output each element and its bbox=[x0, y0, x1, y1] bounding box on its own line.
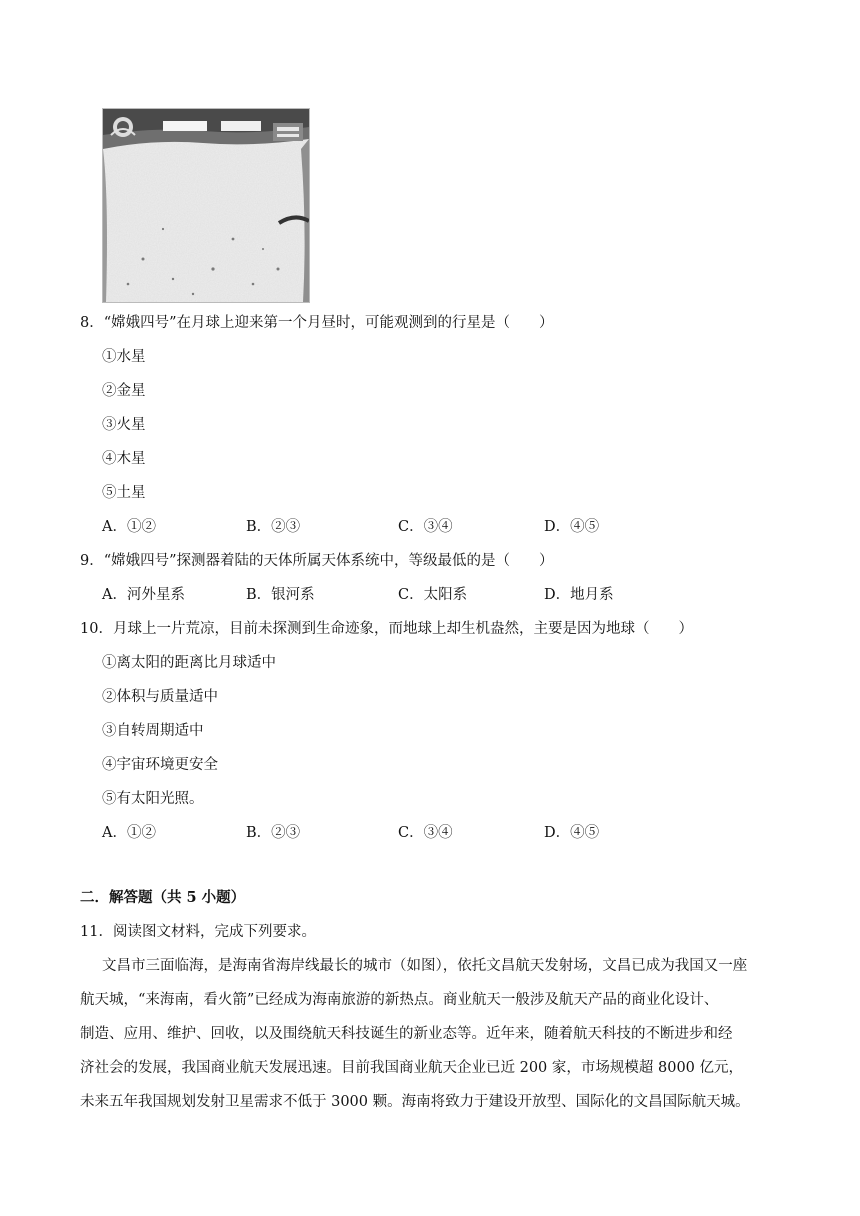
lunar-surface-image bbox=[103, 109, 309, 302]
question-11-paragraph-line-3: 制造、应用、维护、回收，以及围绕航天科技诞生的新业态等。近年来，随着航天科技的不断进步和经 bbox=[80, 1026, 733, 1042]
question-9-option-d: D．地月系 bbox=[544, 587, 614, 603]
question-8-option-d: D．④⑤ bbox=[544, 519, 600, 535]
question-10-item-5: ⑤有太阳光照。 bbox=[102, 791, 204, 807]
question-8-stem: 8．“嫦娥四号”在月球上迎来第一个月昼时，可能观测到的行星是（ ） bbox=[80, 315, 554, 331]
question-10-option-d: D．④⑤ bbox=[544, 825, 600, 841]
question-10-option-a: A．①② bbox=[102, 825, 156, 841]
question-11-paragraph-line-2: 航天城，“来海南，看火箭”已经成为海南旅游的新热点。商业航天一般涉及航天产品的商业化设计、 bbox=[80, 992, 719, 1008]
question-10-option-c: C．③④ bbox=[398, 825, 453, 841]
question-8-item-1: ①水星 bbox=[102, 349, 146, 365]
question-10-option-b: B．②③ bbox=[246, 825, 301, 841]
question-8-option-b: B．②③ bbox=[246, 519, 301, 535]
question-8-option-c: C．③④ bbox=[398, 519, 453, 535]
question-9-option-a: A．河外星系 bbox=[102, 587, 185, 603]
question-8-item-3: ③火星 bbox=[102, 417, 146, 433]
question-11-paragraph-line-1: 文昌市三面临海，是海南省海岸线最长的城市（如图），依托文昌航天发射场，文昌已成为我国又一座 bbox=[102, 958, 748, 974]
question-9-stem: 9．“嫦娥四号”探测器着陆的天体所属天体系统中，等级最低的是（ ） bbox=[80, 553, 554, 569]
question-10-item-2: ②体积与质量适中 bbox=[102, 689, 218, 705]
question-10-item-1: ①离太阳的距离比月球适中 bbox=[102, 655, 276, 671]
question-8-option-a: A．①② bbox=[102, 519, 156, 535]
question-8-item-4: ④木星 bbox=[102, 451, 146, 467]
question-9-option-b: B．银河系 bbox=[246, 587, 315, 603]
question-8-item-2: ②金星 bbox=[102, 383, 146, 399]
question-11-paragraph-line-4: 济社会的发展，我国商业航天发展迅速。目前我国商业航天企业已近 200 家，市场规模超 8000 亿元， bbox=[80, 1060, 744, 1076]
lunar-surface-photo bbox=[102, 108, 310, 303]
question-10-item-3: ③自转周期适中 bbox=[102, 723, 204, 739]
question-10-stem: 10．月球上一片荒凉，目前未探测到生命迹象，而地球上却生机盎然，主要是因为地球（ ） bbox=[80, 621, 693, 637]
question-11-paragraph-line-5: 未来五年我国规划发射卫星需求不低于 3000 颗。海南将致力于建设开放型、国际化的文昌国际航天城。 bbox=[80, 1094, 750, 1110]
section-2-title: 二．解答题（共 5 小题） bbox=[80, 889, 246, 906]
question-8-item-5: ⑤土星 bbox=[102, 485, 146, 501]
question-9-option-c: C．太阳系 bbox=[398, 587, 468, 603]
question-11-stem: 11．阅读图文材料，完成下列要求。 bbox=[80, 924, 316, 940]
question-10-item-4: ④宇宙环境更安全 bbox=[102, 757, 218, 773]
